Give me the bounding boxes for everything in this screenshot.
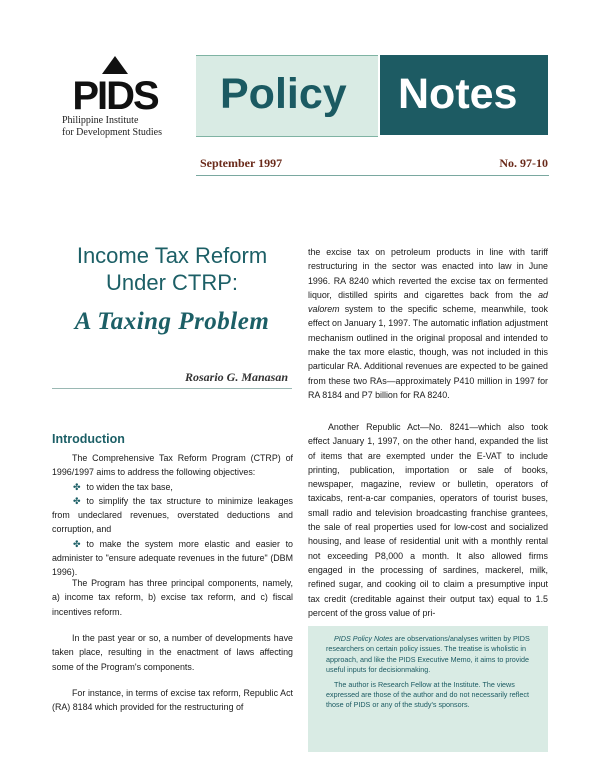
paragraph-components-text: The Program has three principal components, namely, a) income tax reform, b) excise tax reform, and c) fiscal incentives reform. <box>52 578 293 617</box>
sidebar-paragraph-2: The author is Research Fellow at the Institute. The views expressed are those of the author and do not necessarily reflect those of PIDS or any of the study's sponsors. <box>326 679 529 710</box>
excise-text-part-2: system to the specific scheme, meanwhile, took effect on January 1, 1997. The automatic inflation adjustment mechanism outlined in the original proposal and intended to make the tax more elastic, though, was not included in this particular RA. Additional revenues are expected to be gained from these two RAs—approximately P410 million in 1997 for RA 8184 and P7 billion for RA 8240. <box>308 304 548 400</box>
article-subtitle: A Taxing Problem <box>74 308 270 335</box>
paragraph-excise-reform-text: For instance, in terms of excise tax reform, Republic Act (RA) 8184 which provided for the restructuring of <box>52 688 293 713</box>
paragraph-developments <box>52 631 293 674</box>
paragraph-components <box>52 576 293 619</box>
institution-name <box>62 115 192 139</box>
bullet-flower-icon: ✤ <box>73 538 81 549</box>
logo-roof-icon <box>102 56 128 74</box>
objective-text-3: to make the system more elastic and easier to administer to "ensure adequate revenues in the future" (DBM 1996). <box>52 538 293 578</box>
objective-bullet-1 <box>52 480 293 494</box>
article-title <box>52 242 292 296</box>
intro-paragraph-1: The Comprehensive Tax Reform Program (CTRP) of 1996/1997 aims to address the following objectives: <box>52 453 293 478</box>
pids-logo <box>62 52 168 112</box>
title-line-1: Income Tax Reform <box>76 243 268 268</box>
banner-word-policy: Policy <box>220 70 347 118</box>
paragraph-excise-reform <box>52 686 293 715</box>
banner-word-notes: Notes <box>398 70 518 118</box>
objective-text-2: to simplify the tax structure to minimize leakages from undeclared revenues, overstated deductions and corruption, and <box>52 495 293 535</box>
sidebar-publication-name: PIDS Policy Notes <box>334 634 393 643</box>
bullet-flower-icon: ✤ <box>73 481 81 492</box>
paragraph-excise-tax <box>308 245 548 402</box>
objective-bullet-2 <box>52 494 293 537</box>
author-name: Rosario G. Manasan <box>184 370 288 384</box>
paragraph-evat <box>308 420 548 620</box>
issue-date: September 1997 <box>200 156 283 170</box>
paragraph-excise-tax-text <box>308 245 548 402</box>
institution-line-1: Philippine Institute <box>62 115 139 126</box>
bullet-flower-icon: ✤ <box>73 495 81 506</box>
title-line-2: Under CTRP: <box>105 270 239 295</box>
objective-text-1: to widen the tax base, <box>86 481 173 492</box>
objective-bullet-3 <box>52 537 293 580</box>
issue-number: No. 97-10 <box>499 156 548 170</box>
paragraph-evat-text: Another Republic Act—No. 8241—which also took effect January 1, 1997, on the other hand, expanded the list of items that are exempted under the E-VAT to include printing, publication, importation or sale of books, newspaper, magazine, review or bulletin, operators of taxicabs, rent-a-car companies, operators of tourist buses, small radio and television broadcasting franchise grantees, the sale of real properties used for low-cost and socialized housing, and lease of residential unit with a monthly rental not exceeding P8,000 a month. It also allowed firms engaged in the processing of sardines, mackerel, milk, refined sugar, and cooking oil to claim a presumptive input tax credit (creditable against their output tax) equal to 1.5 percent of the gross value of pri- <box>308 422 548 618</box>
sidebar-paragraph-1-text: are observations/analyses written by PIDS researchers on certain policy issues. The treatise is wholistic in approach, and like the PIDS Executive Memo, it aims to provide useful inputs for decisionmaking. <box>326 634 530 675</box>
intro-paragraphs <box>52 451 293 580</box>
paragraph-developments-text: In the past year or so, a number of developments have taken place, resulting in the enactment of laws affecting some of the Program's components. <box>52 633 293 672</box>
section-heading-introduction: Introduction <box>52 432 125 446</box>
institution-line-2: for Development Studies <box>62 127 162 138</box>
excise-text-part-1: the excise tax on petroleum products in line with tariff restructuring in the sector was enacted into law in June 1996. RA 8240 which reverted the excise tax on fermented liquor, distilled spirits and cigarettes back from the <box>308 247 548 300</box>
header-divider <box>196 175 549 176</box>
policy-notes-sidebar <box>308 626 548 752</box>
sidebar-paragraph-1 <box>326 634 538 676</box>
logo-text: PIDS <box>72 74 158 112</box>
excise-text-italic: ad valorem <box>308 289 548 315</box>
author-divider <box>52 388 292 389</box>
